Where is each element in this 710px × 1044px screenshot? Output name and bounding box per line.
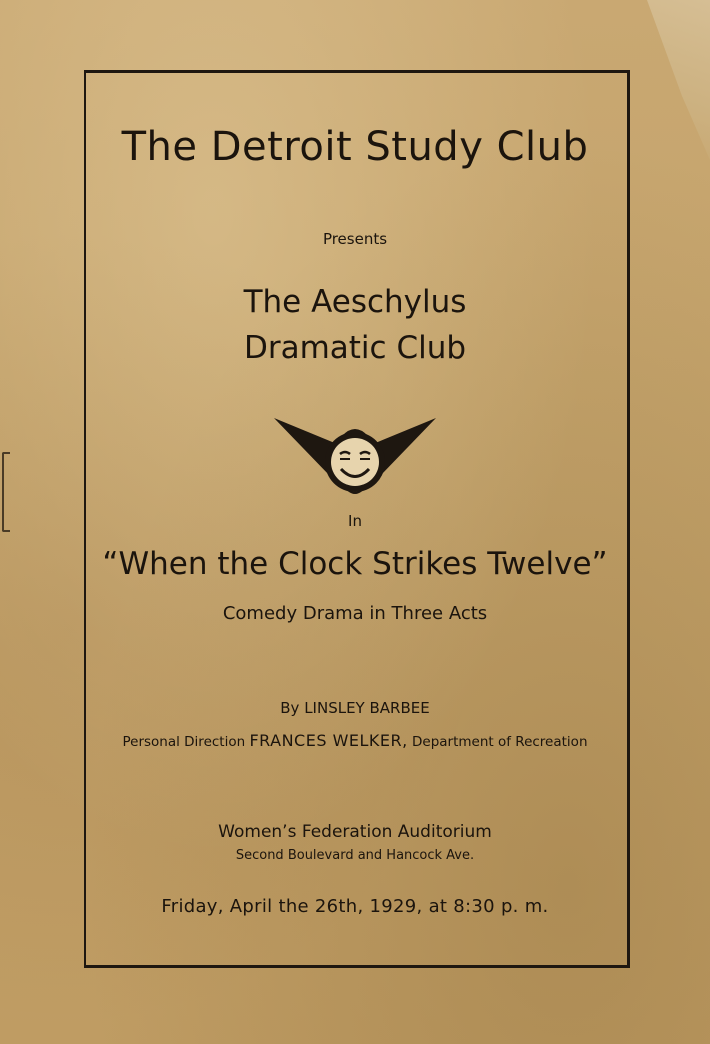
group-name-line1: The Aeschylus [243,284,467,320]
presents-label: Presents [322,230,388,248]
venue-name: Women’s Federation Auditorium [218,822,492,842]
play-title: “When the Clock Strikes Twelve” [102,546,608,582]
direction-prefix: Personal Direction [122,734,246,750]
performance-date: Friday, April the 26th, 1929, at 8:30 p. m. [161,896,549,917]
direction-line [0,731,710,750]
in-label: In [348,512,362,530]
author-line: By LINSLEY BARBEE [280,699,430,717]
department-name: Department of Recreation [412,734,588,750]
director-name: FRANCES WELKER, [249,731,408,750]
venue-address: Second Boulevard and Hancock Ave. [235,848,475,863]
club-title: The Detroit Study Club [121,124,589,170]
group-name-line2: Dramatic Club [243,330,467,366]
play-genre: Comedy Drama in Three Acts [222,603,488,624]
comedy-mask-icon [270,412,440,504]
